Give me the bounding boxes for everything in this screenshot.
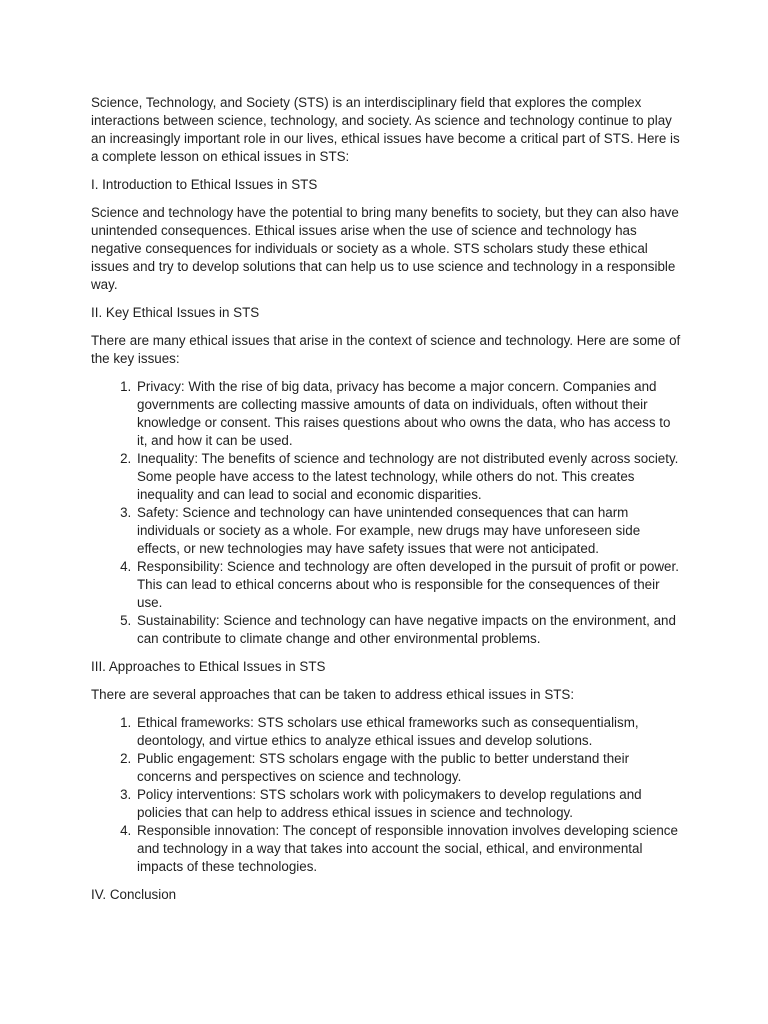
list-item: 1. Privacy: With the rise of big data, privacy has become a major concern. Companies and governments are collecting massive amounts of data on individuals, often without their knowledge or consent. This raises questions about who owns the data, who has access to it, and how it can be used. xyxy=(135,378,681,450)
section-4-heading: IV. Conclusion xyxy=(91,887,177,902)
intro-paragraph: Science, Technology, and Society (STS) is an interdisciplinary field that explores the complex interactions between science, technology, and society. As science and technology continue to play an increasingly important role in our lives, ethical issues have become a critical part of STS. Here is a complete lesson on ethical issues in STS: xyxy=(91,95,680,164)
section-2-heading: II. Key Ethical Issues in STS xyxy=(91,305,260,320)
list-item: 5. Sustainability: Science and technology can have negative impacts on the environment, and can contribute to climate change and other environmental problems. xyxy=(135,612,681,648)
section-2-paragraph: There are many ethical issues that arise in the context of science and technology. Here are some of the key issues: xyxy=(91,333,681,366)
list-item: 2. Public engagement: STS scholars engage with the public to better understand their concerns and perspectives on science and technology. xyxy=(135,750,681,786)
section-1-heading: I. Introduction to Ethical Issues in STS xyxy=(91,177,318,192)
document-page xyxy=(91,94,681,914)
list-item: 2. Inequality: The benefits of science and technology are not distributed evenly across society. Some people have access to the latest technology, while others do not. This creates inequality and can lead to social and economic disparities. xyxy=(135,450,681,504)
section-3-paragraph: There are several approaches that can be taken to address ethical issues in STS: xyxy=(91,687,575,702)
list-item: 4. Responsibility: Science and technology are often developed in the pursuit of profit or power. This can lead to ethical concerns about who is responsible for the consequences of their use. xyxy=(135,558,681,612)
key-issues-list xyxy=(91,378,681,648)
list-item: 3. Safety: Science and technology can have unintended consequences that can harm individuals or society as a whole. For example, new drugs may have unforeseen side effects, or new technologies may have safety issues that were not anticipated. xyxy=(135,504,681,558)
list-item: 3. Policy interventions: STS scholars work with policymakers to develop regulations and policies that can help to address ethical issues in science and technology. xyxy=(135,786,681,822)
list-item: 1. Ethical frameworks: STS scholars use ethical frameworks such as consequentialism, deontology, and virtue ethics to analyze ethical issues and develop solutions. xyxy=(135,714,681,750)
list-item: 4. Responsible innovation: The concept of responsible innovation involves developing science and technology in a way that takes into account the social, ethical, and environmental impacts of these technologies. xyxy=(135,822,681,876)
section-3-heading: III. Approaches to Ethical Issues in STS xyxy=(91,659,326,674)
approaches-list xyxy=(91,714,681,876)
section-1-paragraph: Science and technology have the potential to bring many benefits to society, but they can also have unintended consequences. Ethical issues arise when the use of science and technology has negative consequences for individuals or society as a whole. STS scholars study these ethical issues and try to develop solutions that can help us to use science and technology in a responsible way. xyxy=(91,205,679,292)
